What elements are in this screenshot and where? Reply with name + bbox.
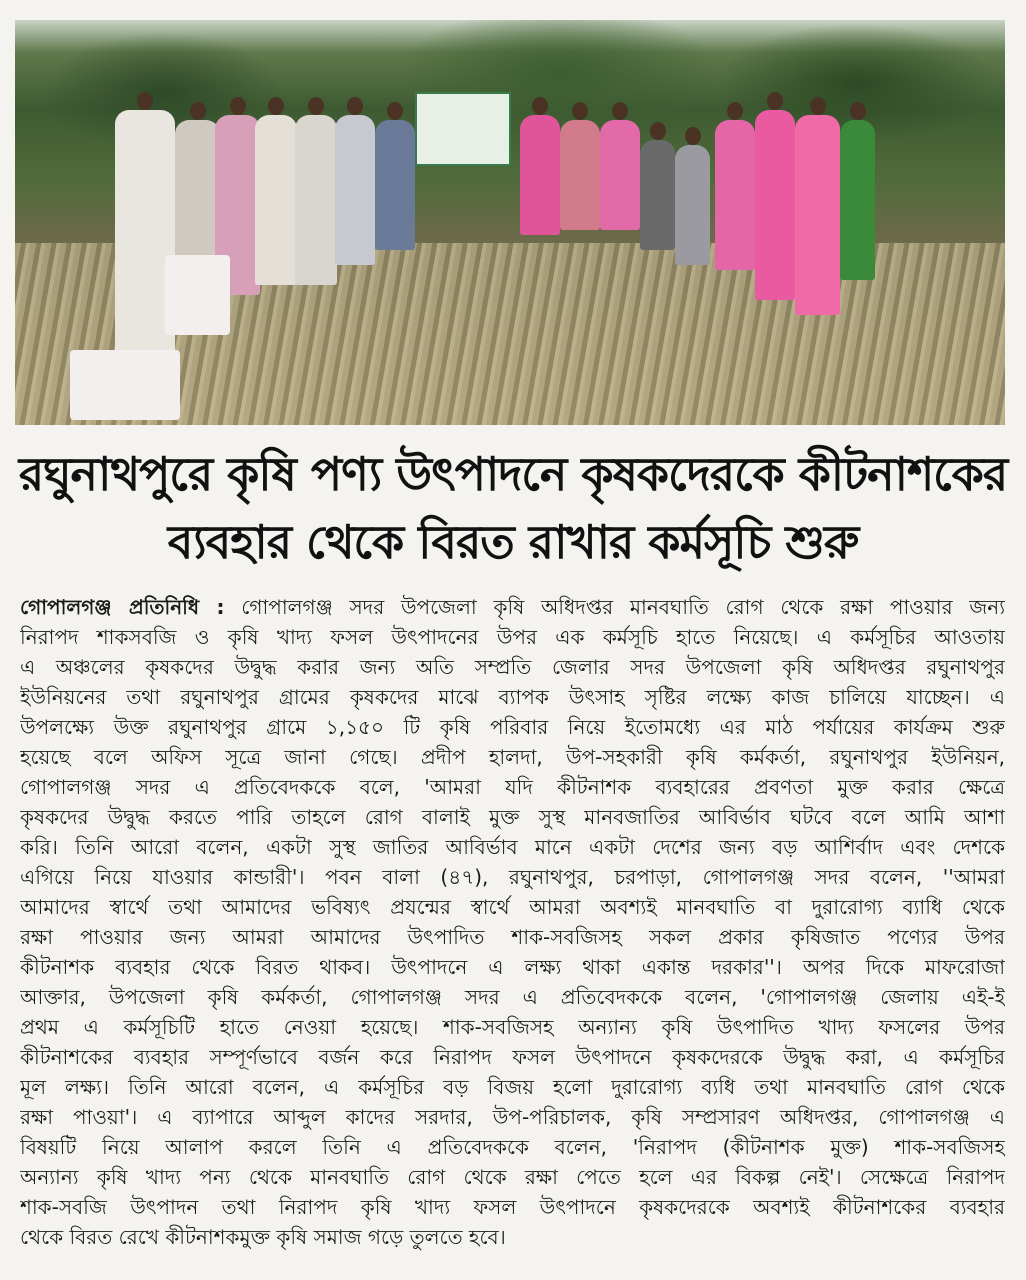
article-line-text: রক্ষা পাওয়ার জন্য আমরা আমাদের উৎপাদিত শাক-সবজিসহ সকল প্রকার কৃষিজাত পণ্যের উপর xyxy=(20,925,1005,949)
photo-person xyxy=(255,115,297,285)
article-line xyxy=(20,682,1005,712)
article-line xyxy=(20,952,1005,982)
photo-person xyxy=(375,120,415,250)
photo-bag xyxy=(165,255,230,335)
article-line xyxy=(20,712,1005,742)
article-line xyxy=(20,892,1005,922)
article-line xyxy=(20,622,1005,652)
photo-person xyxy=(520,115,560,235)
photo-signboard xyxy=(415,92,511,166)
photo-person xyxy=(295,115,337,285)
article-line-text: শাক-সবজি উৎপাদন তথা নিরাপদ কৃষি খাদ্য ফসল উৎপাদনে কৃষকদেরকে অবশ্যই কীটনাশকের ব্যবহার xyxy=(20,1195,1005,1219)
news-photo-farmers-gathering xyxy=(15,20,1005,425)
headline-line-2: ব্যবহার থেকে বিরত রাখার কর্মসূচি শুরু xyxy=(167,515,859,569)
article-line-text: কীটনাশক ব্যবহার থেকে বিরত থাকব। উৎপাদনে এ লক্ষ্য থাকা একান্ত দরকার''। অপর দিকে মাফরোজা xyxy=(20,955,1005,979)
article-line-text: আক্তার, উপজেলা কৃষি কর্মকর্তা, গোপালগঞ্জ সদর এ প্রতিবেদককে বলেন, 'গোপালগঞ্জ জেলায় এই-ই xyxy=(20,985,1005,1009)
article-line-text: কৃষকদের উদ্বুদ্ধ করতে পারি তাহলে রোগ বালাই মুক্ত সুস্থ মানবজাতির আবির্ভাব ঘটবে বলে আমি আশা xyxy=(20,805,1005,829)
article-line-text: এগিয়ে নিয়ে যাওয়ার কান্ডারী'। পবন বালা (৪৭), রঘুনাথপুর, চরপাড়া, গোপালগঞ্জ সদর বলেন, ''আমরা xyxy=(20,865,1005,889)
article-line xyxy=(20,1042,1005,1072)
photo-person xyxy=(755,110,795,300)
photo-sack xyxy=(70,350,180,420)
article-line xyxy=(20,1222,1005,1252)
article-line-text: প্রথম এ কর্মসূচিটি হাতে নেওয়া হয়েছে। শাক-সবজিসহ অন্যান্য কৃষি উৎপাদিত খাদ্য ফসলের উপর xyxy=(20,1015,1005,1039)
article-line-text: আমাদের স্বার্থে তথা আমাদের ভবিষ্যৎ প্রযন্মের স্বার্থে আমরা অবশ্যই মানবঘাতি বা দুরারোগ্য ব্যাধি থেকে xyxy=(20,895,1005,919)
photo-person xyxy=(600,120,640,230)
article-line xyxy=(20,742,1005,772)
article-line-text: গোপালগঞ্জ সদর এ প্রতিবেদককে বলে, 'আমরা যদি কীটনাশক ব্যবহারের প্রবণতা মুক্ত করার ক্ষেত্রে xyxy=(20,775,1005,799)
article-line xyxy=(20,832,1005,862)
photo-person xyxy=(560,120,600,230)
article-line xyxy=(20,802,1005,832)
article-body xyxy=(20,592,1005,1252)
article-line-text: কীটনাশকের ব্যবহার সম্পূর্ণভাবে বর্জন করে নিরাপদ ফসল উৎপাদনে কৃষকদেরকে উদ্বুদ্ধ করা, এ কর্মসূচির xyxy=(20,1045,1005,1069)
article-line-text: রক্ষা পাওয়া'। এ ব্যাপারে আব্দুল কাদের সরদার, উপ-পরিচালক, কৃষি সম্প্রসারণ অধিদপ্তর, গোপালগঞ্জ এ xyxy=(20,1105,1005,1129)
headline-line-1: রঘুনাথপুরে কৃষি পণ্য উৎপাদনে কৃষকদেরকে কীটনাশকের xyxy=(18,447,1008,501)
article-line-text: উপলক্ষ্যে উক্ত রঘুনাথপুর গ্রামে ১,১৫০ টি কৃষি পরিবার নিয়ে ইতোমধ্যে এর মাঠ পর্যায়ের কার্যক্রম শুরু xyxy=(20,715,1005,739)
article-line-text: নিরাপদ শাকসবজি ও কৃষি খাদ্য ফসল উৎপাদনের উপর এক কর্মসূচি হাতে নিয়েছে। এ কর্মসূচির আওতায় xyxy=(20,625,1005,649)
photo-person xyxy=(795,115,840,315)
article-line xyxy=(20,1012,1005,1042)
article-line xyxy=(20,592,1005,622)
article-line-text: গোপালগঞ্জ সদর উপজেলা কৃষি অধিদপ্তর মানবঘাতি রোগ থেকে রক্ষা পাওয়ার জন্য xyxy=(224,595,1005,619)
photo-person xyxy=(640,140,675,250)
article-line-text: হয়েছে বলে অফিস সূত্রে জানা গেছে। প্রদীপ হালদা, উপ-সহকারী কৃষি কর্মকর্তা, রঘুনাথপুর ইউনিয়ন, xyxy=(20,745,1005,769)
article-line-text: অন্যান্য কৃষি খাদ্য পন্য থেকে মানবঘাতি রোগ থেকে রক্ষা পেতে হলে এর বিকল্প নেই'। সেক্ষেত্রে নিরাপদ xyxy=(20,1165,1005,1189)
article-line xyxy=(20,982,1005,1012)
photo-person xyxy=(335,115,375,265)
article-line xyxy=(20,1162,1005,1192)
article-line xyxy=(20,1102,1005,1132)
article-line xyxy=(20,1132,1005,1162)
article-line xyxy=(20,652,1005,682)
article-line xyxy=(20,922,1005,952)
article-line-text: মূল লক্ষ্য। তিনি আরো বলেন, এ কর্মসূচির বড় বিজয় হলো দুরারোগ্য ব্যধি তথা মানবঘাতি রোগ থেকে xyxy=(20,1075,1005,1099)
article-line-text: এ অঞ্চলের কৃষকদের উদ্বুদ্ধ করার জন্য অতি সম্প্রতি জেলার সদর উপজেলা কৃষি অধিদপ্তর রঘুনাথপুর xyxy=(20,655,1005,679)
photo-person xyxy=(675,145,710,265)
article-line xyxy=(20,1192,1005,1222)
article-line xyxy=(20,1072,1005,1102)
byline: গোপালগঞ্জ প্রতিনিধি : xyxy=(20,595,225,619)
article-line-text: থেকে বিরত রেখে কীটনাশকমুক্ত কৃষি সমাজ গড়ে তুলতে হবে। xyxy=(20,1225,506,1249)
article-line xyxy=(20,862,1005,892)
article-line xyxy=(20,772,1005,802)
article-line-text: বিষয়টি নিয়ে আলাপ করলে তিনি এ প্রতিবেদককে বলেন, 'নিরাপদ (কীটনাশক মুক্ত) শাক-সবজিসহ xyxy=(20,1135,1005,1159)
photo-person xyxy=(715,120,755,270)
article-line-text: ইউনিয়নের তথা রঘুনাথপুর গ্রামের কৃষকদের মাঝে ব্যাপক উৎসাহ সৃষ্টির লক্ষ্যে কাজ চালিয়ে যাচ্ছেন। এ xyxy=(20,685,1005,709)
article-line-text: করি। তিনি আরো বলেন, একটা সুস্থ জাতির আবির্ভাব মানে একটা দেশের জন্য বড় আশির্বাদ এবং দেশকে xyxy=(20,835,1005,859)
photo-person xyxy=(840,120,875,280)
